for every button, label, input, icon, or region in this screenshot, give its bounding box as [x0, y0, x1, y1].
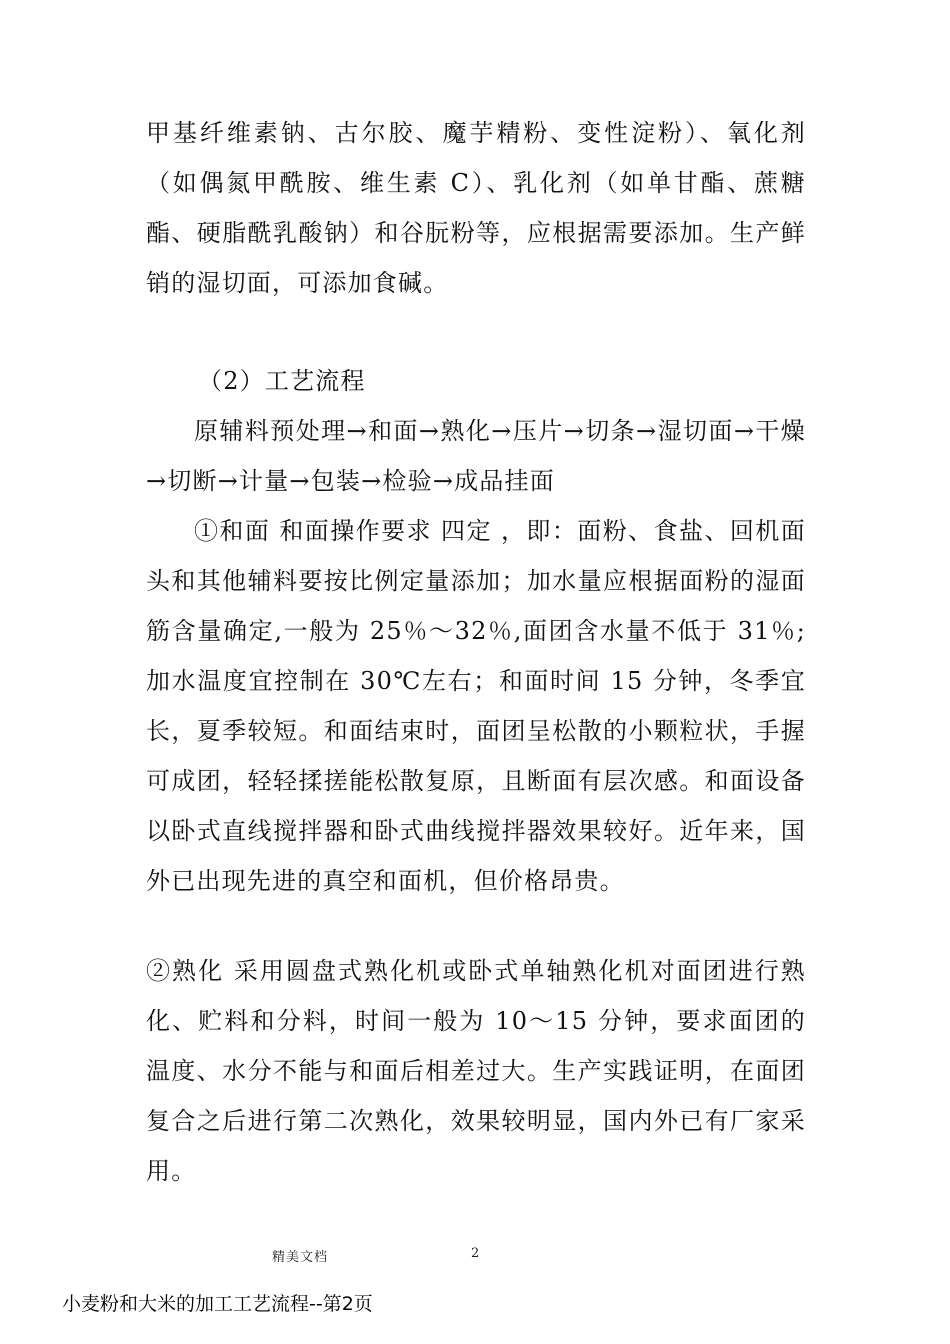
paragraph-curing: ②熟化 采用圆盘式熟化机或卧式单轴熟化机对面团进行熟化、贮料和分料，时间一般为 10～15 分钟，要求面团的温度、水分不能与和面后相差过大。生产实践证明，在面团复合之后进行第二次熟化，效果较明显，国内外已有厂家采用。 [146, 957, 806, 1185]
section-heading: （2）工艺流程 [198, 367, 366, 395]
paragraph-additives: 甲基纤维素钠、古尔胶、魔芋精粉、变性淀粉）、氧化剂（如偶氮甲酰胺、维生素 C）、乳化剂（如单甘酯、蔗糖酯、硬脂酰乳酸钠）和谷朊粉等，应根据需要添加。生产鲜销的湿切面，可添加食碱。 [146, 119, 806, 297]
page-number: 2 [471, 1246, 480, 1261]
process-flow: 原辅料预处理→和面→熟化→压片→切条→湿切面→干燥→切断→计量→包装→检验→成品挂面 [146, 417, 806, 495]
paragraph-mixing: ①和面 和面操作要求 四定 ，即：面粉、食盐、回机面头和其他辅料要按比例定量添加；加水量应根据面粉的湿面筋含量确定,一般为 25％～32％,面团含水量不低于 31％;加水温度宜控制在 30℃左右；和面时间 15 分钟，冬季宜长，夏季较短。和面结束时，面团呈松散的小颗粒状，手握可成团，轻轻揉搓能松散复原，且断面有层次感。和面设备以卧式直线搅拌器和卧式曲线搅拌器效果较好。近年来，国外已出现先进的真空和面机，但价格昂贵。 [146, 517, 806, 895]
footer-label: 精美文档 [272, 1250, 329, 1265]
spacer [146, 308, 806, 356]
document-body [146, 108, 806, 1196]
document-caption: 小麦粉和大米的加工工艺流程--第2页 [62, 1293, 373, 1315]
spacer [146, 906, 806, 946]
